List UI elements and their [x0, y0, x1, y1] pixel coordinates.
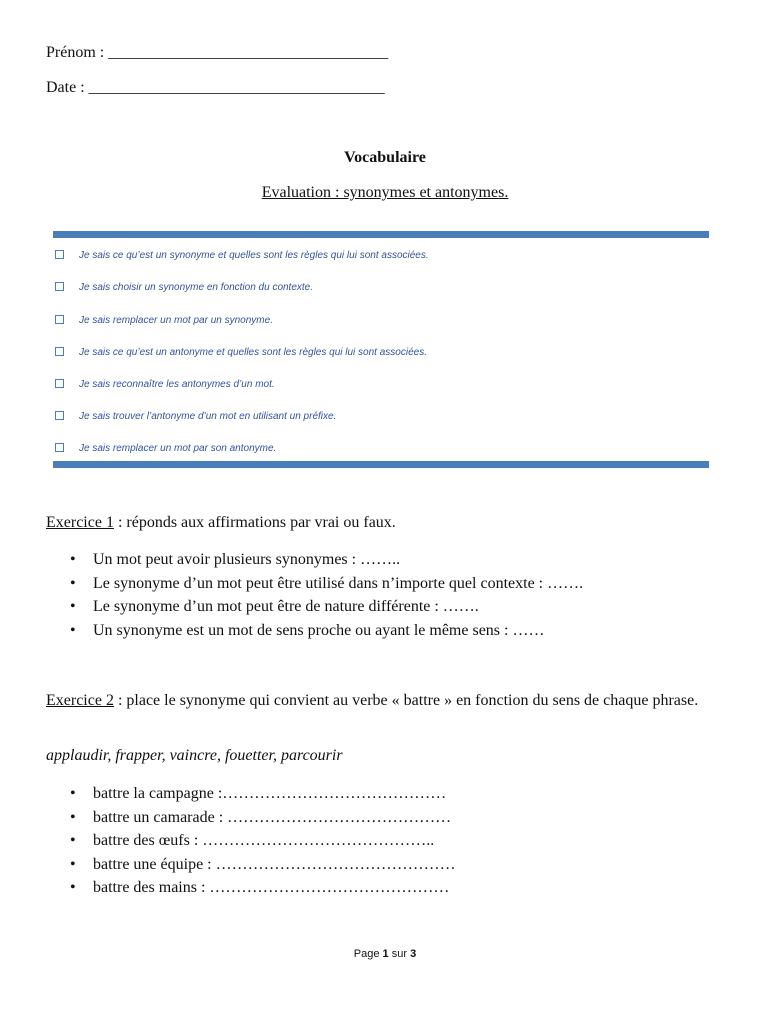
page-subtitle — [0, 184, 770, 202]
list-item: • battre des mains : ……………………………………… — [70, 876, 456, 900]
checkbox-icon[interactable] — [55, 411, 64, 420]
checklist-item-label: Je sais choisir un synonyme en fonction du contexte. — [79, 282, 314, 293]
list-item: • battre une équipe : ……………………………………… — [70, 853, 456, 877]
list-item: • Le synonyme d’un mot peut être de nature différente : ……. — [70, 595, 583, 619]
checklist-item[interactable] — [55, 250, 429, 261]
exercise2-list — [70, 782, 456, 900]
list-item: • Un synonyme est un mot de sens proche ou ayant le même sens : …… — [70, 619, 583, 643]
footer-sur-word: sur — [388, 948, 411, 960]
checklist-item[interactable] — [55, 411, 336, 422]
exercise1-instruction: : réponds aux affirmations par vrai ou faux. — [113, 514, 396, 531]
footer-page-word: Page — [353, 948, 383, 960]
page-title: Vocabulaire — [344, 149, 426, 166]
footer-page-total: 3 — [410, 948, 417, 960]
checklist-item[interactable] — [55, 347, 427, 358]
checklist-item[interactable] — [55, 443, 276, 454]
list-item: • battre un camarade : …………………………………… — [70, 806, 456, 830]
date-field[interactable]: Date : _____________________________________ — [46, 79, 385, 96]
checklist-top-bar — [53, 231, 709, 238]
checklist-item[interactable] — [55, 282, 313, 293]
exercise2-heading — [46, 689, 724, 712]
checklist-item-label: Je sais remplacer un mot par un synonyme. — [79, 315, 273, 326]
checkbox-icon[interactable] — [55, 250, 64, 259]
checkbox-icon[interactable] — [55, 347, 64, 356]
word-bank: applaudir, frapper, vaincre, fouetter, parcourir — [46, 747, 343, 764]
subtitle-text: Evaluation : synonymes et antonymes. — [261, 184, 509, 201]
list-item: • battre la campagne :…………………………………… — [70, 782, 456, 806]
page-footer — [0, 948, 770, 960]
checklist-item[interactable] — [55, 315, 273, 326]
list-item: • battre des œufs : …………………………………….. — [70, 829, 456, 853]
checkbox-icon[interactable] — [55, 282, 64, 291]
checklist-item-label: Je sais ce qu’est un synonyme et quelles sont les règles qui lui sont associées. — [79, 250, 429, 261]
prenom-field[interactable]: Prénom : ___________________________________ — [46, 44, 389, 61]
list-item: • Un mot peut avoir plusieurs synonymes : …….. — [70, 548, 583, 572]
checklist-item-label: Je sais reconnaître les antonymes d’un mot. — [79, 379, 275, 390]
exercise2-instruction: : place le synonyme qui convient au verbe « battre » en fonction du sens de chaque phrase. — [113, 692, 699, 709]
exercise1-heading — [46, 514, 396, 532]
checklist-item[interactable] — [55, 379, 275, 390]
list-item: • Le synonyme d’un mot peut être utilisé dans n’importe quel contexte : ……. — [70, 572, 583, 596]
exercise1-label: Exercice 1 — [46, 514, 114, 531]
footer-page-number: 1 — [382, 948, 389, 960]
checklist-item-label: Je sais remplacer un mot par son antonyme. — [79, 443, 277, 454]
checklist-bottom-bar — [53, 461, 709, 468]
checkbox-icon[interactable] — [55, 443, 64, 452]
checkbox-icon[interactable] — [55, 315, 64, 324]
checklist-item-label: Je sais ce qu’est un antonyme et quelles sont les règles qui lui sont associées. — [79, 347, 427, 358]
exercise1-list — [70, 548, 583, 642]
checklist-item-label: Je sais trouver l’antonyme d’un mot en utilisant un préfixe. — [79, 411, 337, 422]
exercise2-label: Exercice 2 — [46, 692, 114, 709]
checkbox-icon[interactable] — [55, 379, 64, 388]
